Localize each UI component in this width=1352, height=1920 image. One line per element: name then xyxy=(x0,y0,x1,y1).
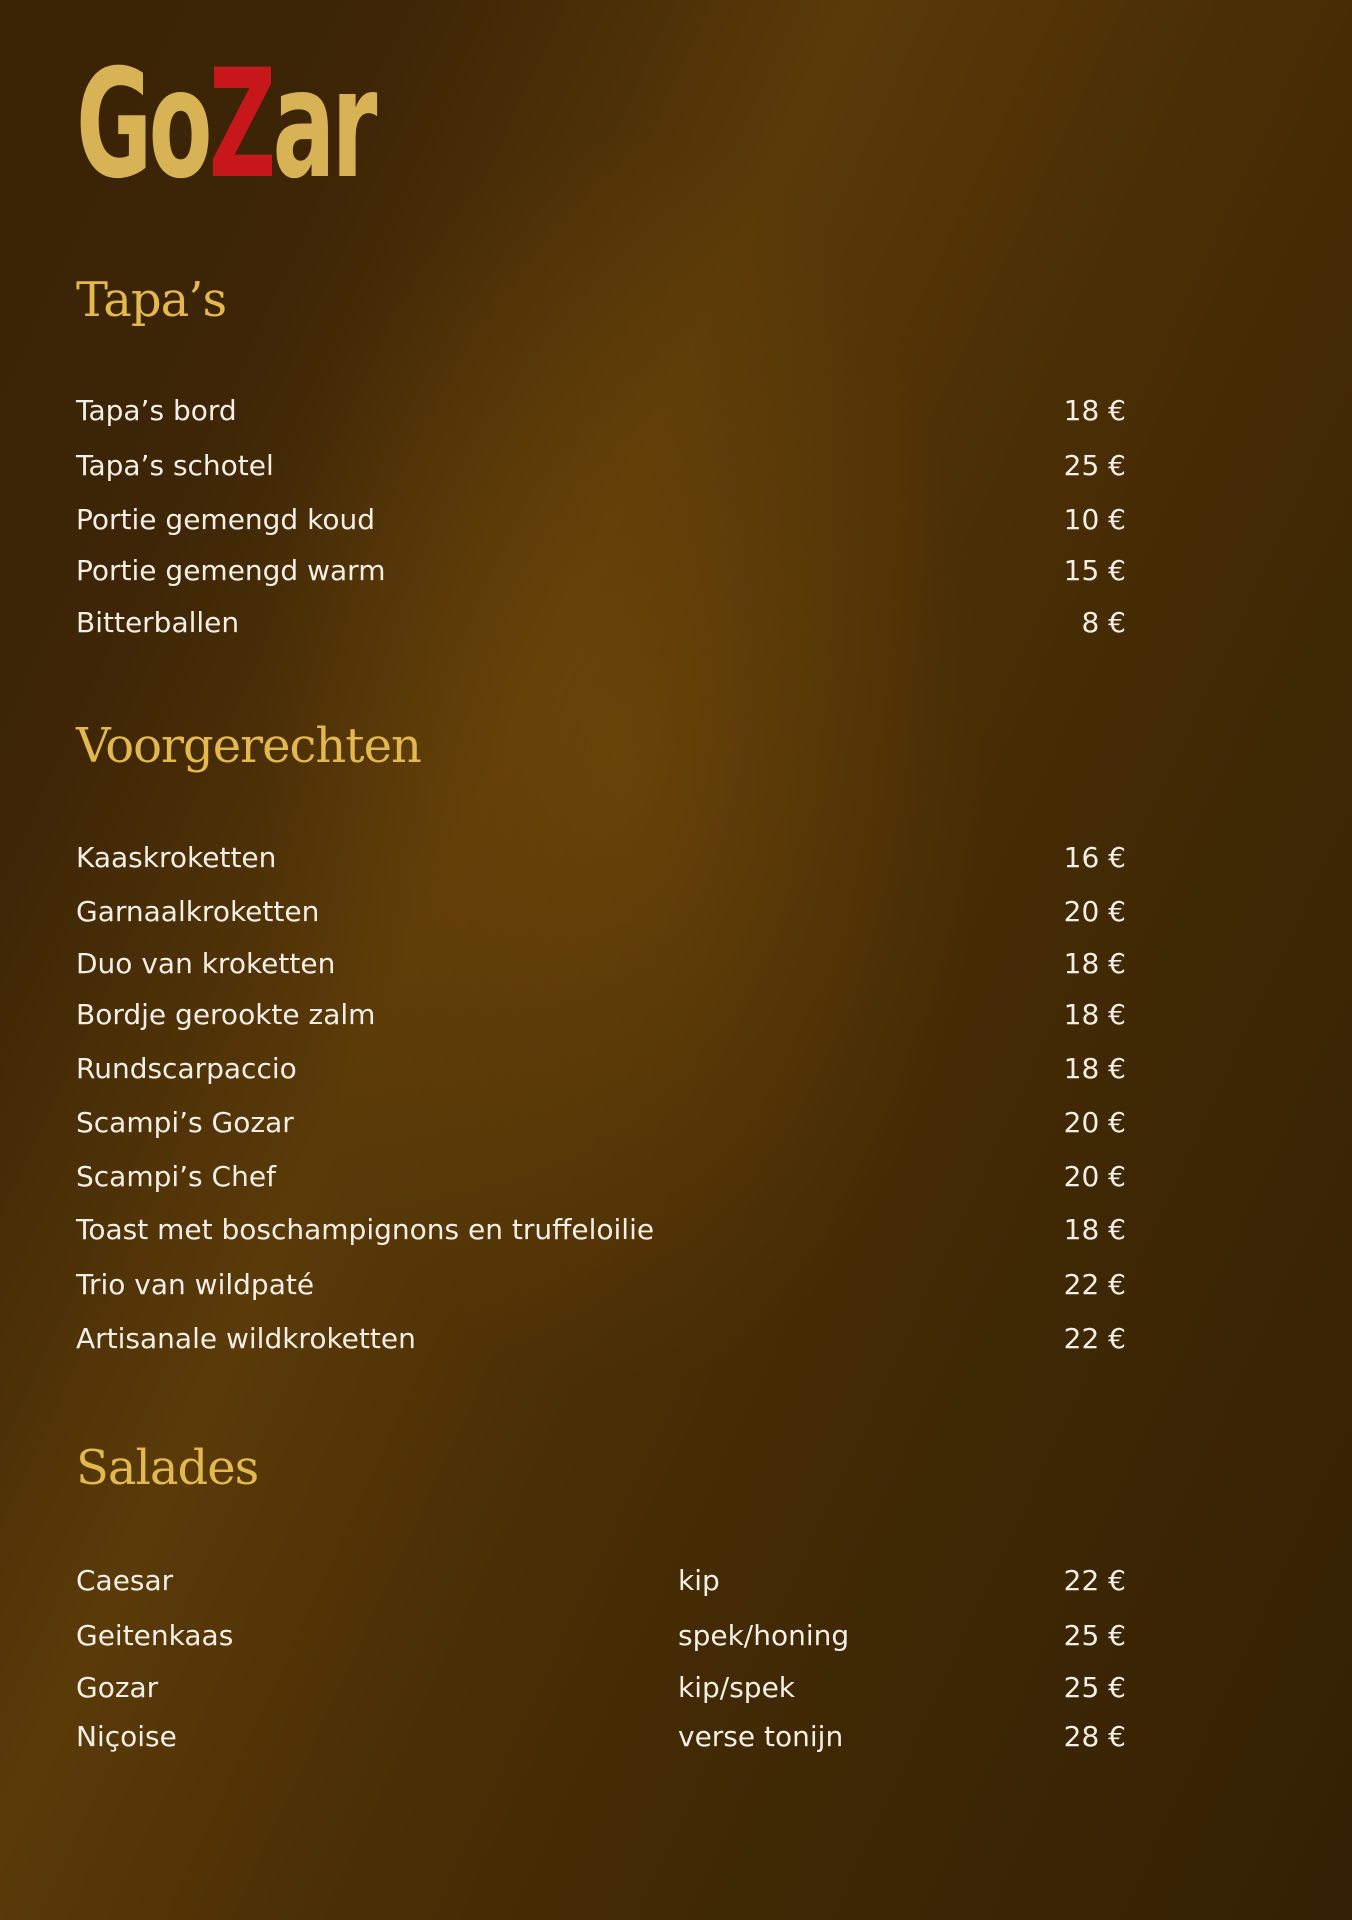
menu-item-price: 25 € xyxy=(1063,1619,1126,1652)
menu-item-name: Portie gemengd warm xyxy=(76,554,386,587)
menu-item-name: Tapa’s schotel xyxy=(76,449,274,482)
logo-text-ar: ar xyxy=(272,38,374,212)
menu-item-row xyxy=(76,449,1126,489)
section-title-voorgerechten: Voorgerechten xyxy=(76,718,421,774)
menu-item-price: 28 € xyxy=(1063,1720,1126,1753)
menu-item-row xyxy=(76,503,1126,543)
menu-item-name: Geitenkaas xyxy=(76,1619,234,1652)
menu-item-price: 16 € xyxy=(1063,841,1126,874)
menu-item-price: 18 € xyxy=(1063,998,1126,1031)
menu-item-name: Portie gemengd koud xyxy=(76,503,375,536)
menu-item-detail: verse tonijn xyxy=(678,1720,844,1753)
menu-item-detail: spek/honing xyxy=(678,1619,850,1652)
menu-item-detail: kip xyxy=(678,1564,720,1597)
menu-item-name: Kaaskroketten xyxy=(76,841,277,874)
menu-item-name: Caesar xyxy=(76,1564,174,1597)
menu-item-name: Bitterballen xyxy=(76,606,240,639)
menu-item-name: Trio van wildpaté xyxy=(76,1268,315,1301)
logo-text-go: Go xyxy=(76,38,209,212)
menu-item-name: Bordje gerookte zalm xyxy=(76,998,376,1031)
menu-item-row xyxy=(76,1720,1126,1760)
menu-item-row xyxy=(76,1619,1126,1659)
menu-item-name: Gozar xyxy=(76,1671,159,1704)
menu-item-name: Tapa’s bord xyxy=(76,394,237,427)
section-title-tapas: Tapa’s xyxy=(76,272,227,328)
menu-item-row xyxy=(76,1213,1126,1253)
menu-item-price: 18 € xyxy=(1063,1213,1126,1246)
menu-item-row xyxy=(76,1052,1126,1092)
menu-item-row xyxy=(76,947,1126,987)
menu-item-price: 22 € xyxy=(1063,1564,1126,1597)
menu-item-name: Scampi’s Gozar xyxy=(76,1106,294,1139)
menu-item-row xyxy=(76,1322,1126,1362)
menu-item-price: 22 € xyxy=(1063,1322,1126,1355)
menu-item-price: 15 € xyxy=(1063,554,1126,587)
menu-item-price: 25 € xyxy=(1063,1671,1126,1704)
menu-item-row xyxy=(76,1106,1126,1146)
logo-text-z: Z xyxy=(208,38,273,212)
menu-item-price: 20 € xyxy=(1063,1160,1126,1193)
menu-item-row xyxy=(76,1671,1126,1711)
menu-item-price: 20 € xyxy=(1063,895,1126,928)
menu-item-row xyxy=(76,1564,1126,1604)
menu-item-name: Garnaalkroketten xyxy=(76,895,320,928)
section-title-salades: Salades xyxy=(76,1440,259,1496)
menu-item-name: Rundscarpaccio xyxy=(76,1052,297,1085)
menu-item-price: 18 € xyxy=(1063,1052,1126,1085)
menu-item-price: 18 € xyxy=(1063,394,1126,427)
menu-item-row xyxy=(76,606,1126,646)
menu-item-name: Duo van kroketten xyxy=(76,947,336,980)
menu-item-row xyxy=(76,1268,1126,1308)
menu-item-name: Niçoise xyxy=(76,1720,177,1753)
menu-item-name: Artisanale wildkroketten xyxy=(76,1322,416,1355)
menu-item-price: 18 € xyxy=(1063,947,1126,980)
menu-item-price: 25 € xyxy=(1063,449,1126,482)
menu-item-price: 22 € xyxy=(1063,1268,1126,1301)
menu-item-name: Scampi’s Chef xyxy=(76,1160,276,1193)
menu-item-row xyxy=(76,554,1126,594)
menu-item-row xyxy=(76,841,1126,881)
menu-item-row xyxy=(76,394,1126,434)
menu-item-detail: kip/spek xyxy=(678,1671,796,1704)
menu-item-row xyxy=(76,998,1126,1038)
menu-item-price: 10 € xyxy=(1063,503,1126,536)
gozar-logo xyxy=(76,38,374,212)
menu-item-row xyxy=(76,1160,1126,1200)
menu-item-price: 8 € xyxy=(1081,606,1126,639)
menu-item-name: Toast met boschampignons en truffeloilie xyxy=(76,1213,655,1246)
menu-item-row xyxy=(76,895,1126,935)
menu-item-price: 20 € xyxy=(1063,1106,1126,1139)
